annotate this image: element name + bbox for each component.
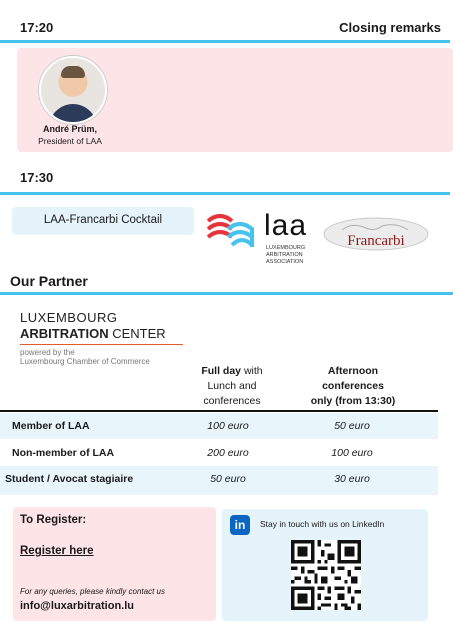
- closing-title: Closing remarks: [339, 20, 441, 35]
- table-row: [0, 440, 438, 466]
- lac-logo-rule: [20, 344, 183, 345]
- speaker-card: [17, 48, 453, 152]
- lac-logo-rest: CENTER: [112, 326, 166, 341]
- col-header-full-day-l3: conferences: [203, 395, 261, 407]
- linkedin-icon[interactable]: in: [230, 515, 250, 535]
- cocktail-label: LAA-Francarbi Cocktail: [43, 214, 163, 226]
- table-row: [0, 413, 438, 439]
- col-header-afternoon-l1: Afternoon: [327, 365, 379, 377]
- register-box: [13, 507, 216, 621]
- lac-powered-1: powered by the: [20, 348, 75, 357]
- col-header-full-day-l2: Lunch and: [207, 380, 257, 392]
- row-afternoon: 30 euro: [334, 473, 370, 485]
- francarbi-logo-text: Francarbi: [347, 233, 405, 249]
- closing-time: 17:20: [20, 20, 54, 35]
- laa-logo-text: laa: [264, 209, 308, 242]
- laa-logo: [206, 209, 316, 265]
- table-header-rule: [0, 410, 438, 412]
- row-label: Student / Avocat stagiaire: [5, 473, 134, 485]
- cocktail-time: 17:30: [20, 170, 54, 185]
- lac-logo-bold: ARBITRATION: [20, 326, 109, 341]
- row-afternoon: 100 euro: [331, 447, 373, 459]
- register-note: For any queries, please kindly contact us: [20, 587, 165, 596]
- col-header-afternoon-l3: only (from 13:30): [310, 395, 396, 407]
- col-header-afternoon-l2: conferences: [322, 380, 384, 392]
- section-divider: [0, 40, 450, 43]
- col-header-full-day-bold: Full day: [201, 365, 242, 377]
- row-full-day: 100 euro: [207, 420, 249, 432]
- francarbi-logo: [322, 216, 430, 252]
- speaker-role: President of LAA: [38, 136, 102, 146]
- col-header-full-day: [188, 364, 276, 409]
- speaker-name: André Prüm,: [42, 124, 97, 134]
- row-label: Non-member of LAA: [12, 447, 115, 459]
- partner-heading: Our Partner: [10, 273, 88, 289]
- table-bottom-fill: [0, 492, 438, 495]
- qr-code-icon[interactable]: [291, 540, 361, 610]
- linkedin-text: Stay in touch with us on LinkedIn: [260, 519, 385, 529]
- table-row: [0, 466, 438, 492]
- laa-logo-sub3: ASSOCIATION: [266, 259, 304, 265]
- row-full-day: 200 euro: [207, 447, 249, 459]
- col-header-full-day-rest: with: [243, 365, 263, 377]
- row-label: Member of LAA: [12, 420, 90, 432]
- register-link[interactable]: Register here: [20, 545, 94, 557]
- row-afternoon: 50 euro: [334, 420, 370, 432]
- lac-logo-line2: [20, 326, 190, 341]
- lac-powered-2: Luxembourg Chamber of Commerce: [20, 357, 150, 366]
- col-header-afternoon: [298, 364, 408, 409]
- register-email[interactable]: info@luxarbitration.lu: [20, 600, 135, 612]
- laa-logo-sub2: ARBITRATION: [266, 252, 303, 258]
- lac-logo: [20, 310, 190, 366]
- cocktail-box: [12, 207, 194, 235]
- section-divider: [0, 192, 450, 195]
- lac-logo-line1: LUXEMBOURG: [20, 310, 118, 325]
- row-full-day: 50 euro: [210, 473, 246, 485]
- section-divider: [0, 292, 453, 295]
- register-heading: To Register:: [20, 514, 87, 526]
- speaker-photo: [39, 56, 107, 124]
- laa-logo-sub1: LUXEMBOURG: [266, 245, 306, 251]
- laa-waves-icon: [206, 213, 262, 253]
